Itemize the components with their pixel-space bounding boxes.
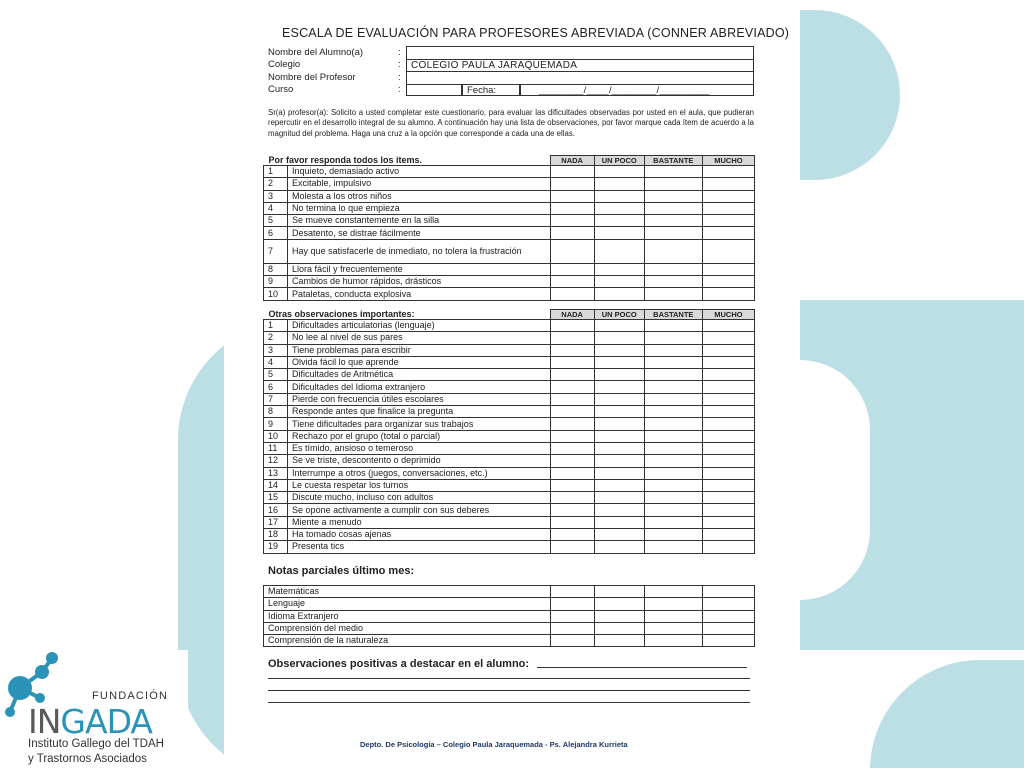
- answer-cell-nada[interactable]: [550, 369, 594, 381]
- answer-cell-mucho[interactable]: [702, 467, 754, 479]
- answer-cell-bastante[interactable]: [644, 492, 702, 504]
- table-row: [264, 227, 755, 239]
- alumno-field[interactable]: [406, 46, 754, 59]
- answer-cell-nada[interactable]: [550, 516, 594, 528]
- answer-cell-bastante[interactable]: [644, 227, 702, 239]
- answer-cell-bastante[interactable]: [644, 418, 702, 430]
- student-info-block: [268, 46, 754, 96]
- section2-heading: Otras observaciones importantes:: [264, 310, 551, 320]
- grade-cell[interactable]: [702, 586, 754, 598]
- answer-cell-bastante[interactable]: [644, 467, 702, 479]
- answer-cell-nada[interactable]: [550, 320, 594, 332]
- scanned-document: [224, 0, 800, 768]
- answer-cell-un-poco[interactable]: [594, 430, 644, 442]
- table-row: [264, 332, 755, 344]
- answer-cell-mucho[interactable]: [702, 202, 754, 214]
- answer-cell-un-poco[interactable]: [594, 288, 644, 300]
- answer-cell-mucho[interactable]: [702, 288, 754, 300]
- item-text: Discute mucho, incluso con adultos: [288, 492, 551, 504]
- curso-label: Curso: [268, 84, 294, 96]
- answer-cell-nada[interactable]: [550, 239, 594, 263]
- answer-cell-nada[interactable]: [550, 332, 594, 344]
- logo-subtitle-2: y Trastornos Asociados: [28, 753, 147, 765]
- table-row: [264, 479, 755, 491]
- answer-cell-un-poco[interactable]: [594, 369, 644, 381]
- answer-cell-mucho[interactable]: [702, 215, 754, 227]
- grade-cell[interactable]: [550, 598, 594, 610]
- answer-cell-mucho[interactable]: [702, 276, 754, 288]
- answer-cell-mucho[interactable]: [702, 381, 754, 393]
- answer-cell-bastante[interactable]: [644, 430, 702, 442]
- grade-cell[interactable]: [550, 586, 594, 598]
- answer-cell-un-poco[interactable]: [594, 406, 644, 418]
- item-text: Ha tomado cosas ajenas: [288, 529, 551, 541]
- answer-cell-nada[interactable]: [550, 276, 594, 288]
- answer-cell-un-poco[interactable]: [594, 516, 644, 528]
- answer-cell-nada[interactable]: [550, 202, 594, 214]
- table-row: [264, 393, 755, 405]
- answer-cell-bastante[interactable]: [644, 442, 702, 454]
- grade-cell[interactable]: [644, 610, 702, 622]
- answer-cell-nada[interactable]: [550, 344, 594, 356]
- item-number: 7: [264, 239, 288, 263]
- item-number: 18: [264, 529, 288, 541]
- table-row: [264, 516, 755, 528]
- answer-cell-nada[interactable]: [550, 263, 594, 275]
- answer-cell-bastante[interactable]: [644, 393, 702, 405]
- item-text: No lee al nivel de sus pares: [288, 332, 551, 344]
- grade-cell[interactable]: [550, 635, 594, 647]
- grade-row: [264, 635, 755, 647]
- item-number: 9: [264, 418, 288, 430]
- item-text: Se ve triste, descontento o deprimido: [288, 455, 551, 467]
- grade-cell[interactable]: [594, 586, 644, 598]
- answer-cell-un-poco[interactable]: [594, 320, 644, 332]
- info-row-curso: Curso : Fecha: ________/____/________/_________: [268, 84, 754, 97]
- answer-cell-un-poco[interactable]: [594, 455, 644, 467]
- logo-ingada-text: INGADA: [28, 702, 152, 741]
- item-text: Dificultades del Idioma extranjero: [288, 381, 551, 393]
- item-number: 5: [264, 215, 288, 227]
- fecha-field[interactable]: ________/____/________/_________: [520, 84, 754, 97]
- table-row: [264, 288, 755, 300]
- answer-cell-un-poco[interactable]: [594, 467, 644, 479]
- item-text: Es tímido, ansioso o temeroso: [288, 442, 551, 454]
- answer-cell-nada[interactable]: [550, 479, 594, 491]
- col-header-nada: NADA: [550, 310, 594, 320]
- answer-cell-un-poco[interactable]: [594, 239, 644, 263]
- fecha-label: Fecha:: [462, 84, 520, 97]
- item-number: 14: [264, 479, 288, 491]
- answer-cell-mucho[interactable]: [702, 504, 754, 516]
- info-row-profesor: Nombre del Profesor :: [268, 71, 754, 84]
- grade-row: [264, 622, 755, 634]
- grade-row: [264, 598, 755, 610]
- item-text: Dificultades de Aritmética: [288, 369, 551, 381]
- answer-cell-bastante[interactable]: [644, 455, 702, 467]
- item-number: 2: [264, 178, 288, 190]
- behavior-items-table: [263, 155, 755, 301]
- observaciones-line[interactable]: [537, 667, 747, 668]
- answer-cell-un-poco[interactable]: [594, 418, 644, 430]
- item-number: 6: [264, 227, 288, 239]
- answer-cell-un-poco[interactable]: [594, 504, 644, 516]
- answer-cell-un-poco[interactable]: [594, 202, 644, 214]
- answer-cell-bastante[interactable]: [644, 215, 702, 227]
- answer-cell-un-poco[interactable]: [594, 393, 644, 405]
- answer-cell-un-poco[interactable]: [594, 190, 644, 202]
- grade-cell[interactable]: [594, 622, 644, 634]
- table-row: [264, 467, 755, 479]
- answer-cell-bastante[interactable]: [644, 263, 702, 275]
- answer-cell-bastante[interactable]: [644, 479, 702, 491]
- answer-cell-nada[interactable]: [550, 393, 594, 405]
- item-number: 19: [264, 541, 288, 553]
- table-row: [264, 541, 755, 553]
- grade-cell[interactable]: [702, 598, 754, 610]
- table-row: [264, 442, 755, 454]
- answer-cell-bastante[interactable]: [644, 406, 702, 418]
- table-row: [264, 239, 755, 263]
- table-row: [264, 190, 755, 202]
- grade-cell[interactable]: [594, 635, 644, 647]
- grades-table: [263, 585, 755, 647]
- answer-cell-nada[interactable]: [550, 190, 594, 202]
- answer-cell-bastante[interactable]: [644, 369, 702, 381]
- item-text: Miente a menudo: [288, 516, 551, 528]
- subject-name: Lenguaje: [264, 598, 551, 610]
- item-text: Responde antes que finalice la pregunta: [288, 406, 551, 418]
- item-number: 2: [264, 332, 288, 344]
- section1-heading: Por favor responda todos los ítems.: [264, 156, 551, 166]
- answer-cell-mucho[interactable]: [702, 332, 754, 344]
- info-row-colegio: Colegio : COLEGIO PAULA JARAQUEMADA: [268, 59, 754, 72]
- item-text: Se mueve constantemente en la silla: [288, 215, 551, 227]
- answer-cell-un-poco[interactable]: [594, 381, 644, 393]
- answer-cell-mucho[interactable]: [702, 492, 754, 504]
- answer-cell-nada[interactable]: [550, 356, 594, 368]
- item-text: Dificultades articulatorias (lenguaje): [288, 320, 551, 332]
- grade-cell[interactable]: [644, 635, 702, 647]
- col-header-mucho: MUCHO: [702, 156, 754, 166]
- item-number: 7: [264, 393, 288, 405]
- fundacion-ingada-logo: [0, 650, 188, 768]
- item-text: Desatento, se distrae fácilmente: [288, 227, 551, 239]
- answer-cell-mucho[interactable]: [702, 479, 754, 491]
- grade-cell[interactable]: [644, 598, 702, 610]
- item-text: Le cuesta respetar los turnos: [288, 479, 551, 491]
- answer-cell-mucho[interactable]: [702, 166, 754, 178]
- answer-cell-bastante[interactable]: [644, 541, 702, 553]
- answer-cell-bastante[interactable]: [644, 166, 702, 178]
- observaciones-line[interactable]: [268, 678, 750, 679]
- answer-cell-bastante[interactable]: [644, 516, 702, 528]
- answer-cell-nada[interactable]: [550, 504, 594, 516]
- answer-cell-bastante[interactable]: [644, 276, 702, 288]
- document-footer: Depto. De Psicología – Colegio Paula Jaraquemada - Ps. Alejandra Kurrieta: [360, 740, 628, 749]
- grade-row: [264, 610, 755, 622]
- col-header-mucho: MUCHO: [702, 310, 754, 320]
- answer-cell-nada[interactable]: [550, 166, 594, 178]
- answer-cell-nada[interactable]: [550, 430, 594, 442]
- table-row: [264, 504, 755, 516]
- answer-cell-bastante[interactable]: [644, 381, 702, 393]
- answer-cell-mucho[interactable]: [702, 227, 754, 239]
- answer-cell-un-poco[interactable]: [594, 332, 644, 344]
- item-number: 4: [264, 356, 288, 368]
- answer-cell-mucho[interactable]: [702, 239, 754, 263]
- answer-cell-mucho[interactable]: [702, 541, 754, 553]
- item-number: 12: [264, 455, 288, 467]
- item-text: Olvida fácil lo que aprende: [288, 356, 551, 368]
- item-text: Se opone activamente a cumplir con sus deberes: [288, 504, 551, 516]
- answer-cell-bastante[interactable]: [644, 320, 702, 332]
- answer-cell-un-poco[interactable]: [594, 276, 644, 288]
- col-header-bastante: BASTANTE: [644, 156, 702, 166]
- item-text: Hay que satisfacerle de inmediato, no tolera la frustración: [288, 239, 551, 263]
- profesor-label: Nombre del Profesor: [268, 71, 356, 83]
- item-number: 11: [264, 442, 288, 454]
- col-header-un-poco: UN POCO: [594, 156, 644, 166]
- decorative-shape-bottom-right: [870, 660, 1024, 768]
- answer-cell-un-poco[interactable]: [594, 344, 644, 356]
- answer-cell-bastante[interactable]: [644, 504, 702, 516]
- grade-row: [264, 586, 755, 598]
- table-row: [264, 529, 755, 541]
- answer-cell-mucho[interactable]: [702, 442, 754, 454]
- subject-name: Comprensión del medio: [264, 622, 551, 634]
- item-text: Molesta a los otros niños: [288, 190, 551, 202]
- answer-cell-nada[interactable]: [550, 529, 594, 541]
- answer-cell-un-poco[interactable]: [594, 166, 644, 178]
- answer-cell-bastante[interactable]: [644, 239, 702, 263]
- answer-cell-mucho[interactable]: [702, 369, 754, 381]
- answer-cell-mucho[interactable]: [702, 430, 754, 442]
- table-row: [264, 263, 755, 275]
- answer-cell-mucho[interactable]: [702, 344, 754, 356]
- answer-cell-mucho[interactable]: [702, 393, 754, 405]
- item-text: Interrumpe a otros (juegos, conversaciones, etc.): [288, 467, 551, 479]
- item-number: 8: [264, 406, 288, 418]
- table-row: [264, 344, 755, 356]
- item-number: 3: [264, 190, 288, 202]
- observaciones-heading: Observaciones positivas a destacar en el alumno:: [268, 658, 530, 670]
- grade-cell[interactable]: [644, 586, 702, 598]
- table-row: [264, 455, 755, 467]
- answer-cell-mucho[interactable]: [702, 178, 754, 190]
- item-number: 8: [264, 263, 288, 275]
- item-number: 17: [264, 516, 288, 528]
- answer-cell-mucho[interactable]: [702, 418, 754, 430]
- instructions-paragraph: Sr(a) profesor(a): Solicito a usted completar este cuestionario, para evaluar las dificultades observadas por usted en el aula, que pudieran repercutir en el desarrollo integral de su alumno. A continuación hay una lista de observaciones, por favor marque cada ítem de acuerdo a la magnitud del problema. Haga una cruz a la opción que corresponde a cada una de ellas.: [268, 108, 754, 138]
- table-row: [264, 430, 755, 442]
- subject-name: Comprensión de la naturaleza: [264, 635, 551, 647]
- grade-cell[interactable]: [644, 622, 702, 634]
- curso-field[interactable]: [406, 84, 462, 97]
- answer-cell-bastante[interactable]: [644, 178, 702, 190]
- item-number: 15: [264, 492, 288, 504]
- answer-cell-un-poco[interactable]: [594, 227, 644, 239]
- item-number: 4: [264, 202, 288, 214]
- table-row: [264, 276, 755, 288]
- col-header-bastante: BASTANTE: [644, 310, 702, 320]
- logo-subtitle-1: Instituto Gallego del TDAH: [28, 738, 164, 750]
- answer-cell-mucho[interactable]: [702, 356, 754, 368]
- answer-cell-bastante[interactable]: [644, 288, 702, 300]
- col-header-nada: NADA: [550, 156, 594, 166]
- table-row: [264, 418, 755, 430]
- answer-cell-un-poco[interactable]: [594, 529, 644, 541]
- answer-cell-un-poco[interactable]: [594, 442, 644, 454]
- table-row: [264, 492, 755, 504]
- item-text: Pierde con frecuencia útiles escolares: [288, 393, 551, 405]
- document-title: ESCALA DE EVALUACIÓN PARA PROFESORES ABREVIADA (CONNER ABREVIADO): [282, 26, 790, 40]
- answer-cell-nada[interactable]: [550, 288, 594, 300]
- answer-cell-mucho[interactable]: [702, 455, 754, 467]
- grade-cell[interactable]: [594, 598, 644, 610]
- answer-cell-nada[interactable]: [550, 455, 594, 467]
- item-text: Tiene problemas para escribir: [288, 344, 551, 356]
- answer-cell-nada[interactable]: [550, 406, 594, 418]
- item-number: 9: [264, 276, 288, 288]
- answer-cell-un-poco[interactable]: [594, 215, 644, 227]
- item-text: Pataletas, conducta explosiva: [288, 288, 551, 300]
- decorative-shape-right-cutout: [800, 360, 870, 600]
- decorative-shape-top-right: [800, 10, 900, 180]
- item-text: No termina lo que empieza: [288, 202, 551, 214]
- table-row: [264, 381, 755, 393]
- item-number: 10: [264, 288, 288, 300]
- answer-cell-bastante[interactable]: [644, 356, 702, 368]
- grade-cell[interactable]: [550, 610, 594, 622]
- colegio-field[interactable]: COLEGIO PAULA JARAQUEMADA: [406, 59, 754, 72]
- item-text: Inquieto, demasiado activo: [288, 166, 551, 178]
- item-text: Llora fácil y frecuentemente: [288, 263, 551, 275]
- answer-cell-mucho[interactable]: [702, 190, 754, 202]
- answer-cell-un-poco[interactable]: [594, 178, 644, 190]
- answer-cell-un-poco[interactable]: [594, 263, 644, 275]
- table-row: [264, 320, 755, 332]
- table-row: [264, 406, 755, 418]
- answer-cell-nada[interactable]: [550, 418, 594, 430]
- answer-cell-mucho[interactable]: [702, 406, 754, 418]
- item-number: 1: [264, 320, 288, 332]
- table-row: [264, 356, 755, 368]
- table-row: [264, 369, 755, 381]
- subject-name: Matemáticas: [264, 586, 551, 598]
- grade-cell[interactable]: [550, 622, 594, 634]
- grade-cell[interactable]: [594, 610, 644, 622]
- observaciones-line[interactable]: [268, 702, 750, 703]
- table-row: [264, 178, 755, 190]
- answer-cell-nada[interactable]: [550, 215, 594, 227]
- item-number: 3: [264, 344, 288, 356]
- alumno-label: Nombre del Alumno(a): [268, 46, 364, 58]
- notas-heading: Notas parciales último mes:: [268, 565, 415, 577]
- item-text: Excitable, impulsivo: [288, 178, 551, 190]
- profesor-field[interactable]: [406, 71, 754, 84]
- answer-cell-nada[interactable]: [550, 541, 594, 553]
- table-row: [264, 202, 755, 214]
- info-row-alumno: Nombre del Alumno(a) :: [268, 46, 754, 59]
- item-text: Cambios de humor rápidos, drásticos: [288, 276, 551, 288]
- answer-cell-un-poco[interactable]: [594, 541, 644, 553]
- item-number: 16: [264, 504, 288, 516]
- answer-cell-bastante[interactable]: [644, 332, 702, 344]
- answer-cell-mucho[interactable]: [702, 263, 754, 275]
- grade-cell[interactable]: [702, 635, 754, 647]
- answer-cell-nada[interactable]: [550, 442, 594, 454]
- table-row: [264, 166, 755, 178]
- answer-cell-mucho[interactable]: [702, 320, 754, 332]
- answer-cell-nada[interactable]: [550, 178, 594, 190]
- col-header-un-poco: UN POCO: [594, 310, 644, 320]
- colegio-label: Colegio: [268, 59, 301, 71]
- item-number: 10: [264, 430, 288, 442]
- other-observations-table: [263, 309, 755, 554]
- item-text: Presenta tics: [288, 541, 551, 553]
- answer-cell-mucho[interactable]: [702, 529, 754, 541]
- answer-cell-nada[interactable]: [550, 227, 594, 239]
- grade-cell[interactable]: [702, 610, 754, 622]
- item-number: 6: [264, 381, 288, 393]
- answer-cell-nada[interactable]: [550, 467, 594, 479]
- item-number: 1: [264, 166, 288, 178]
- item-text: Tiene dificultades para organizar sus trabajos: [288, 418, 551, 430]
- answer-cell-mucho[interactable]: [702, 516, 754, 528]
- subject-name: Idioma Extranjero: [264, 610, 551, 622]
- logo-fundacion-text: FUNDACIÓN: [92, 690, 169, 702]
- item-text: Rechazo por el grupo (total o parcial): [288, 430, 551, 442]
- answer-cell-un-poco[interactable]: [594, 479, 644, 491]
- grade-cell[interactable]: [702, 622, 754, 634]
- answer-cell-nada[interactable]: [550, 492, 594, 504]
- answer-cell-bastante[interactable]: [644, 529, 702, 541]
- answer-cell-bastante[interactable]: [644, 190, 702, 202]
- table-row: [264, 215, 755, 227]
- answer-cell-nada[interactable]: [550, 381, 594, 393]
- observaciones-line[interactable]: [268, 690, 750, 691]
- answer-cell-bastante[interactable]: [644, 202, 702, 214]
- answer-cell-bastante[interactable]: [644, 344, 702, 356]
- item-number: 13: [264, 467, 288, 479]
- answer-cell-un-poco[interactable]: [594, 492, 644, 504]
- answer-cell-un-poco[interactable]: [594, 356, 644, 368]
- item-number: 5: [264, 369, 288, 381]
